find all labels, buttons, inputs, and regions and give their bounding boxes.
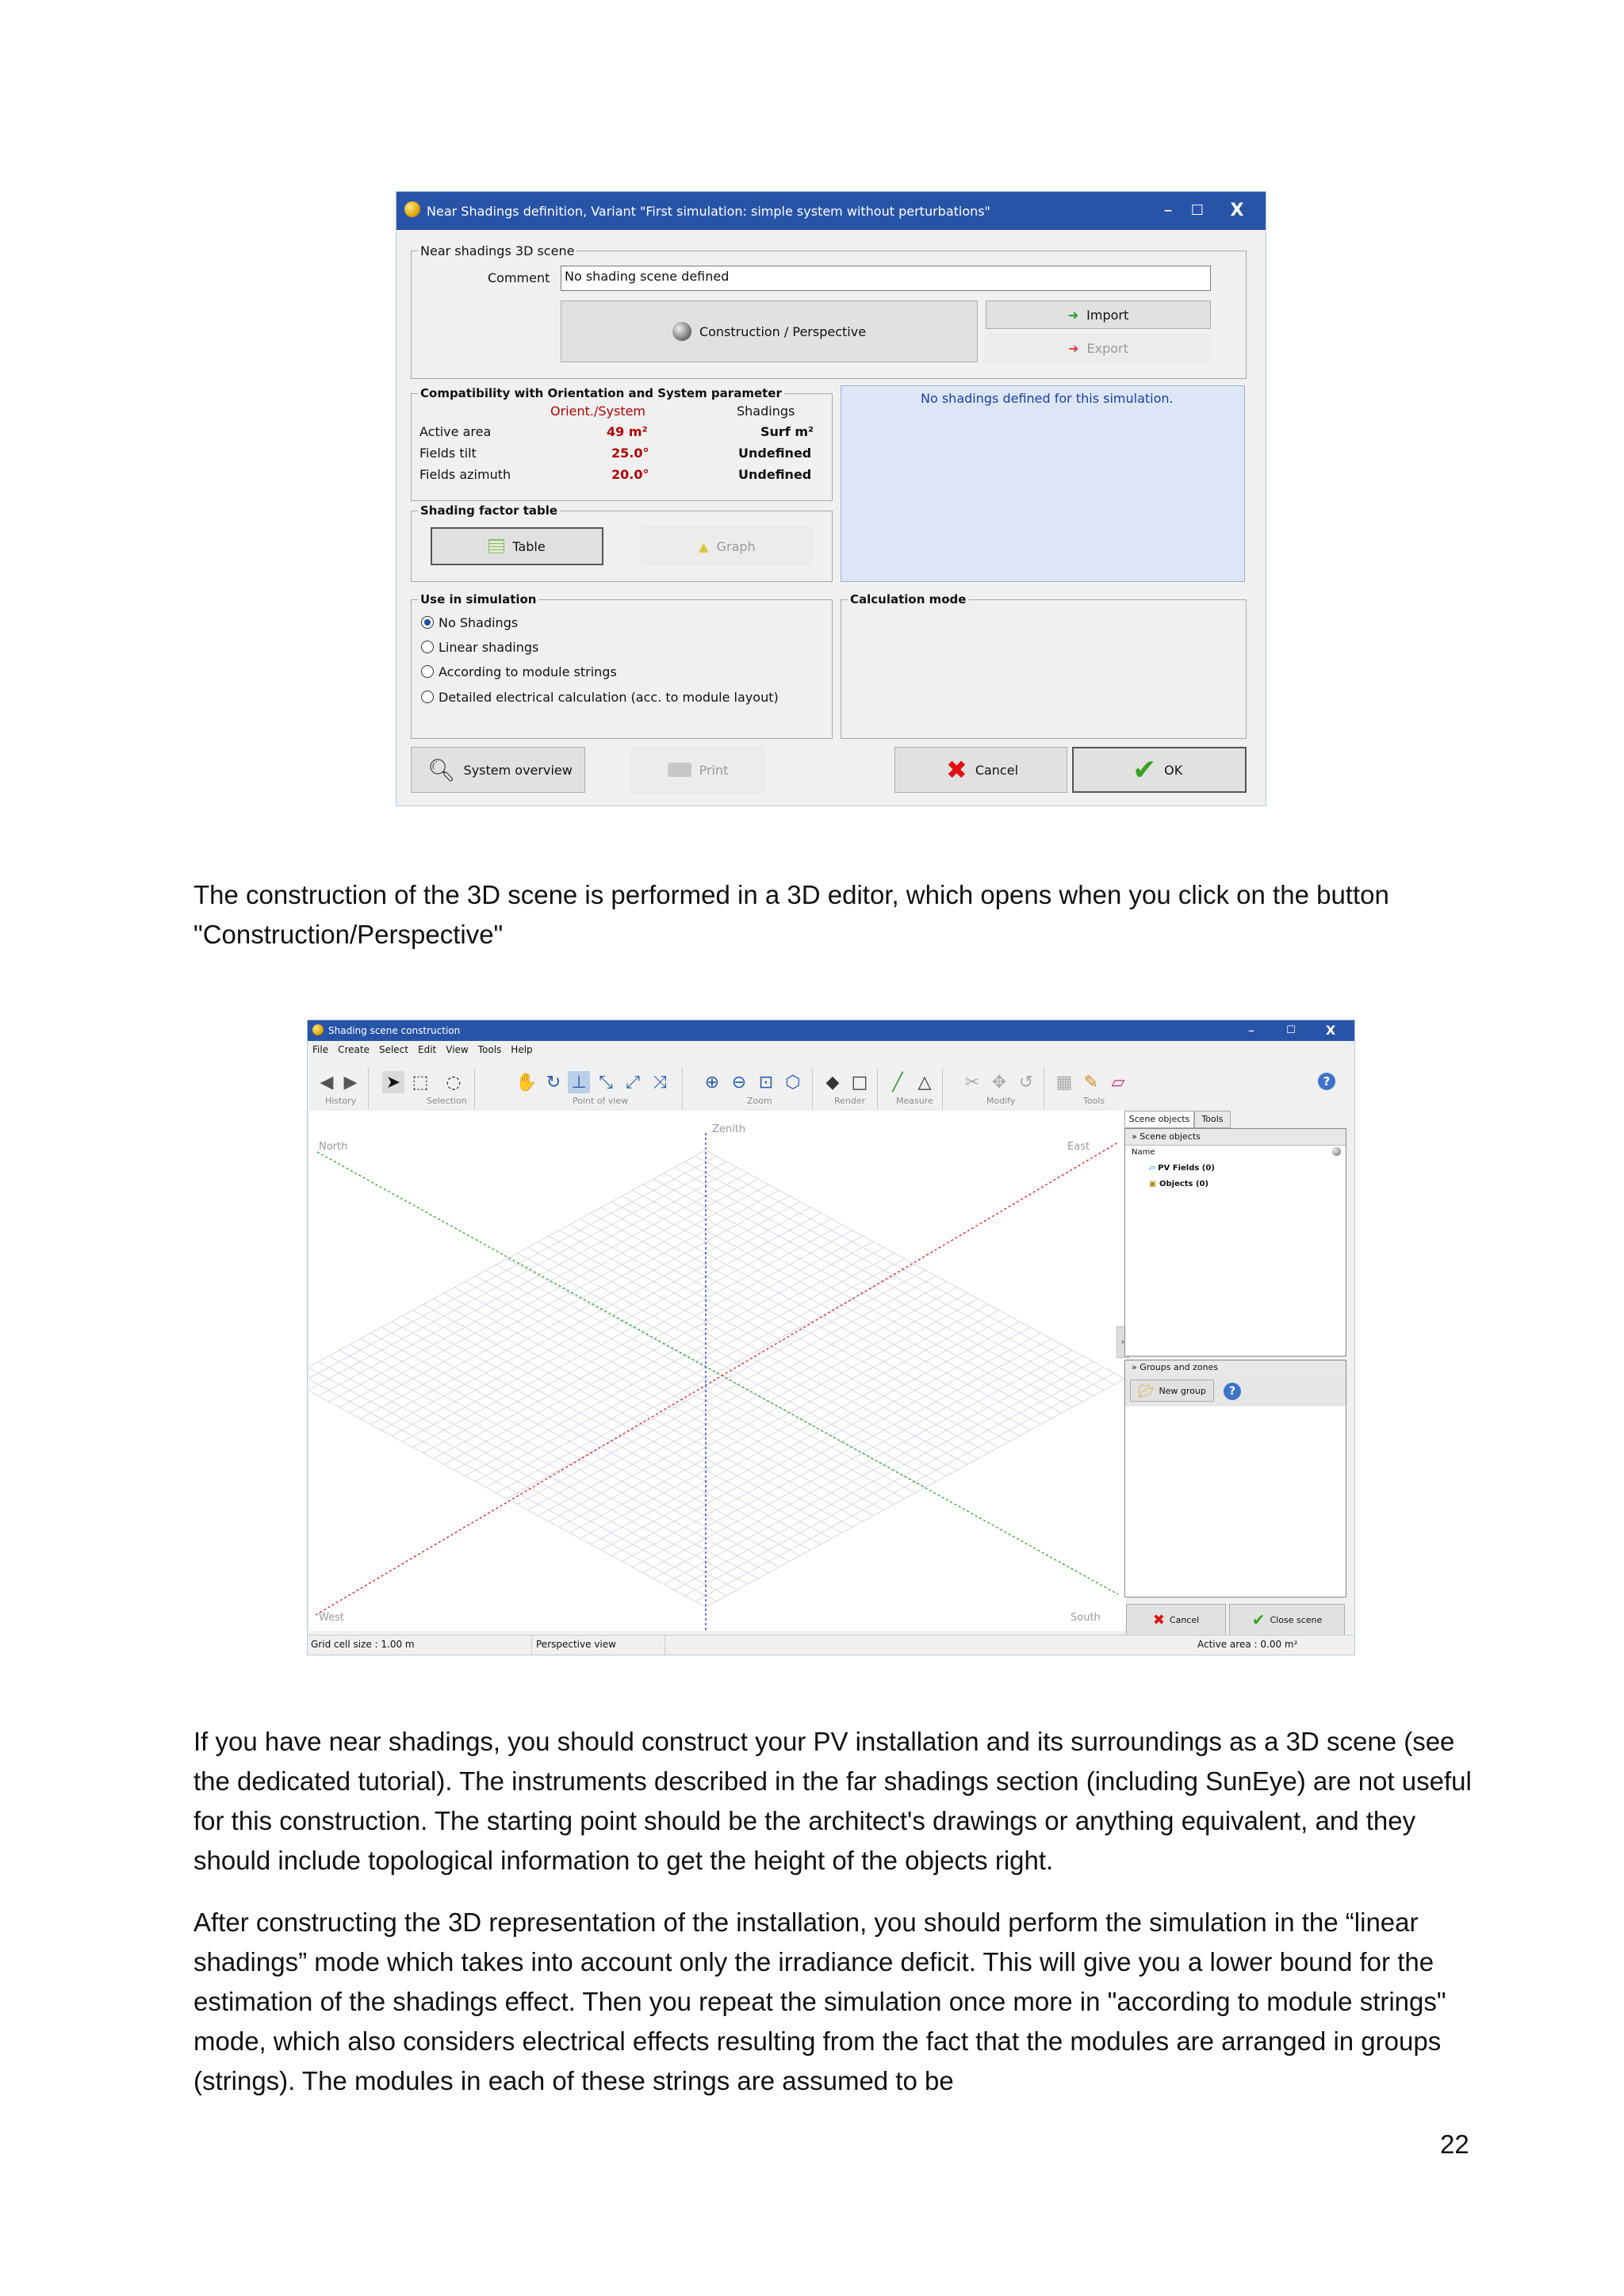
render-solid-icon[interactable]: ◆ — [825, 1072, 840, 1093]
maximize-button[interactable]: ☐ — [1190, 202, 1205, 219]
info-message: No shadings defined for this simulation. — [921, 391, 1174, 406]
toolbar-separator — [474, 1068, 475, 1109]
printer-icon — [668, 763, 691, 777]
calculation-mode-group — [841, 592, 1247, 739]
objects-label: Objects (0) — [1159, 1180, 1209, 1188]
body-paragraph-2 — [193, 1722, 1478, 1881]
window2-title: Shading scene construction — [328, 1025, 461, 1036]
east-label: East — [1067, 1141, 1090, 1153]
north-south-axis — [317, 1152, 1118, 1594]
grid-icon[interactable]: ▦ — [1055, 1072, 1073, 1093]
pv-field-icon: ▱ — [1149, 1164, 1155, 1173]
radio-module-strings[interactable] — [421, 665, 434, 678]
construction-perspective-label: Construction / Perspective — [699, 323, 867, 339]
import-label: Import — [1086, 307, 1129, 323]
zoom-window-icon[interactable]: ⊡ — [758, 1072, 774, 1093]
cancel-button[interactable] — [894, 747, 1067, 793]
menu-file[interactable]: File — [312, 1044, 329, 1055]
import-arrow-icon: ➜ — [1067, 307, 1079, 323]
dialog-title-bar[interactable] — [396, 192, 1266, 230]
close-button[interactable]: X — [1230, 201, 1244, 220]
menu-create[interactable]: Create — [338, 1044, 370, 1055]
near-shadings-dialog — [396, 192, 1266, 806]
row-fields-tilt-orient: 25.0° — [611, 446, 649, 461]
menu-help[interactable]: Help — [511, 1044, 533, 1055]
groups-and-zones-panel — [1124, 1360, 1346, 1598]
folder-icon: 📂︎ — [1138, 1383, 1155, 1399]
sphere-icon — [672, 322, 691, 341]
zenith-label: Zenith — [712, 1123, 746, 1135]
close-button-2[interactable]: X — [1325, 1023, 1336, 1038]
west-label: West — [319, 1612, 344, 1624]
menu-view[interactable]: View — [446, 1044, 469, 1055]
status-divider — [531, 1636, 532, 1655]
red-x-icon: ✖ — [946, 755, 967, 785]
radio-linear-shadings[interactable] — [421, 641, 434, 653]
use-in-simulation-label: Use in simulation — [418, 592, 538, 607]
active-area-status: Active area : 0.00 m² — [1197, 1639, 1298, 1650]
dialog-title: Near Shadings definition, Variant "First simulation: simple system without perturbations" — [427, 204, 990, 219]
3d-viewport[interactable] — [309, 1111, 1126, 1631]
ok-button[interactable] — [1072, 747, 1247, 793]
rect-select-icon[interactable]: ⬚ — [412, 1072, 429, 1093]
undo-arrow-icon[interactable]: ◀ — [320, 1072, 334, 1093]
toolbar-separator — [682, 1068, 683, 1109]
redo-arrow-icon[interactable]: ▶ — [343, 1072, 358, 1093]
app-icon-2 — [312, 1024, 324, 1035]
new-group-label: New group — [1159, 1385, 1206, 1396]
measure-line-icon[interactable]: ╱ — [892, 1072, 903, 1093]
rotate-icon[interactable]: ↺ — [1018, 1072, 1034, 1093]
render-wire-icon[interactable]: □ — [851, 1072, 868, 1093]
point-of-view-label: Point of view — [573, 1096, 629, 1106]
scene-group — [411, 243, 1247, 379]
toolbar-separator — [368, 1068, 369, 1109]
scene-objects-panel — [1124, 1128, 1346, 1357]
body-paragraph-3 — [193, 1903, 1478, 2101]
row-active-area-shadings: Surf m² — [760, 424, 814, 439]
render-label: Render — [834, 1096, 866, 1106]
comment-label: Comment — [488, 270, 550, 285]
help-icon[interactable]: ? — [1318, 1073, 1335, 1090]
radio-module-strings-label: According to module strings — [439, 664, 617, 679]
shading-table-group — [411, 503, 833, 582]
groups-header-label: Groups and zones — [1139, 1362, 1219, 1372]
zoom-in-icon[interactable]: ⊕ — [704, 1072, 720, 1093]
app-icon — [404, 201, 420, 217]
move-icon[interactable]: ✥ — [991, 1072, 1007, 1093]
system-overview-button[interactable] — [411, 747, 585, 793]
menu-select[interactable]: Select — [378, 1044, 408, 1055]
body-paragraph-1 — [193, 875, 1478, 955]
grid-line — [309, 1150, 706, 1379]
shading-table-group-label: Shading factor table — [418, 503, 560, 518]
pencil-icon[interactable]: ✎ — [1083, 1072, 1099, 1093]
import-button[interactable] — [986, 300, 1211, 329]
close-scene-button[interactable] — [1229, 1604, 1345, 1636]
selection-label: Selection — [427, 1096, 467, 1106]
row-fields-tilt-label: Fields tilt — [419, 446, 477, 461]
pv-fields-label: PV Fields (0) — [1158, 1164, 1215, 1173]
hand-pan-icon[interactable]: ✋ — [515, 1072, 538, 1093]
ok-label: OK — [1164, 762, 1183, 778]
toolbar-separator — [812, 1068, 813, 1109]
graph-icon: ▲ — [699, 538, 709, 554]
minimize-button-2[interactable]: – — [1248, 1023, 1254, 1038]
measure-angle-icon[interactable]: △ — [917, 1072, 932, 1093]
cancel-scene-label: Cancel — [1169, 1614, 1200, 1625]
row-fields-tilt-shadings: Undefined — [738, 446, 812, 461]
north-label: North — [319, 1141, 348, 1153]
zoom-fit-icon[interactable]: ⬡ — [785, 1072, 801, 1093]
rotate-z-icon[interactable]: ⤨ — [653, 1072, 667, 1093]
scene-group-label: Near shadings 3D scene — [418, 243, 576, 258]
radio-no-shadings-label: No Shadings — [439, 615, 519, 630]
table-grid-icon — [488, 539, 504, 553]
magnifier-icon: 🔍︎ — [427, 756, 456, 783]
grid-line — [309, 1379, 706, 1607]
zoom-label: Zoom — [747, 1096, 772, 1106]
close-scene-label: Close scene — [1270, 1614, 1323, 1625]
menu-bar — [312, 1044, 533, 1055]
view-mode-status: Perspective view — [536, 1639, 616, 1650]
status-bar — [308, 1635, 1354, 1655]
maximize-button-2[interactable]: ☐ — [1286, 1024, 1296, 1036]
paragraph-3-text: After constructing the 3D representation of the installation, you should perform the simulation in the “linear shadings” mode which takes into account only the irradiance deficit. This will give you a lower bound for the estimation of the shadings effect. Then you repeat the simulation once more in "according to module strings" mode, which also considers electrical effects resulting from the fact that the modules are arranged in groups (strings). The modules in each of these strings are assumed to be — [193, 1908, 1446, 2095]
sphere-icon — [1332, 1147, 1341, 1156]
page-number: 22 — [1440, 2130, 1469, 2159]
shading-scene-construction-window — [308, 1020, 1354, 1655]
construction-perspective-button[interactable] — [561, 300, 978, 362]
modify-icon[interactable]: ✂ — [964, 1072, 980, 1093]
viewport-grid — [309, 1111, 1126, 1631]
info-panel — [841, 385, 1245, 582]
paragraph-2-text: If you have near shadings, you should construct your PV installation and its surroundings as a 3D scene (see the dedicated tutorial). The instruments described in the far shadings section (including SunEye) are not useful for this construction. The starting point should be the architect's drawings or anything equivalent, and they should include topological information to get the height of the objects right. — [193, 1727, 1472, 1875]
comment-input[interactable]: No shading scene defined — [561, 266, 1211, 291]
objects-icon: ▣ — [1149, 1180, 1157, 1188]
green-check-icon: ✔ — [1251, 1610, 1266, 1629]
scene-objects-header-label: Scene objects — [1139, 1131, 1201, 1142]
history-label: History — [325, 1096, 357, 1106]
red-x-icon: ✖ — [1152, 1611, 1165, 1628]
collapse-chevron-icon: » — [1132, 1131, 1137, 1142]
grid-line — [309, 1156, 716, 1384]
export-label: Export — [1086, 340, 1128, 356]
toolbar-separator — [942, 1068, 943, 1109]
export-arrow-icon: ➜ — [1068, 340, 1079, 356]
table-button[interactable] — [431, 527, 603, 565]
tab-tools[interactable]: Tools — [1194, 1111, 1231, 1128]
row-active-area-orient: 49 m² — [607, 424, 648, 439]
tools-label: Tools — [1083, 1096, 1105, 1106]
collapse-chevron-icon: » — [1132, 1362, 1137, 1372]
row-active-area-label: Active area — [419, 424, 492, 439]
print-label: Print — [699, 762, 729, 778]
graph-label: Graph — [716, 538, 756, 554]
print-button[interactable] — [631, 747, 764, 793]
paragraph-1-text: The construction of the 3D scene is performed in a 3D editor, which opens when you click on the button "Construction/Perspective" — [193, 880, 1389, 949]
cancel-label: Cancel — [975, 762, 1019, 778]
south-label: South — [1071, 1612, 1101, 1624]
new-group-button[interactable] — [1130, 1380, 1214, 1402]
modify-label: Modify — [986, 1096, 1016, 1106]
tree-item-objects[interactable] — [1149, 1180, 1208, 1188]
panel-icon[interactable]: ▱ — [1111, 1072, 1125, 1093]
col-shadings-header: Shadings — [737, 404, 795, 419]
radio-linear-shadings-label: Linear shadings — [439, 640, 539, 655]
groups-header[interactable] — [1125, 1360, 1346, 1376]
measure-label: Measure — [896, 1096, 933, 1106]
help-icon[interactable]: ? — [1224, 1383, 1241, 1400]
compatibility-group-label: Compatibility with Orientation and System parameter — [418, 386, 784, 400]
window2-title-bar[interactable] — [308, 1020, 1354, 1041]
scene-objects-header[interactable] — [1125, 1129, 1346, 1146]
grid-cell-size-status: Grid cell size : 1.00 m — [311, 1639, 415, 1650]
name-column-header: Name — [1132, 1148, 1155, 1157]
collapse-panel-handle[interactable]: › — [1116, 1326, 1129, 1358]
menu-tools[interactable]: Tools — [477, 1044, 502, 1055]
tree-item-pv-fields[interactable] — [1149, 1164, 1215, 1173]
minimize-button[interactable]: – — [1163, 201, 1173, 220]
col-orient-header: Orient./System — [550, 404, 646, 419]
orbit-icon[interactable]: ↻ — [546, 1072, 561, 1093]
calculation-mode-label: Calculation mode — [848, 592, 968, 607]
rotate-x-icon[interactable]: ⤡ — [599, 1072, 613, 1093]
green-check-icon: ✔ — [1132, 753, 1157, 786]
table-label: Table — [512, 538, 546, 554]
pointer-icon[interactable]: ➤ — [382, 1071, 404, 1093]
radio-detailed-electrical-label: Detailed electrical calculation (acc. to module layout) — [439, 690, 779, 705]
compatibility-group — [411, 386, 833, 501]
cancel-scene-button[interactable] — [1126, 1604, 1226, 1636]
rotate-y-icon[interactable]: ⤢ — [626, 1072, 640, 1093]
system-overview-label: System overview — [463, 762, 573, 778]
radio-no-shadings[interactable] — [421, 616, 434, 629]
row-fields-azimuth-shadings: Undefined — [738, 467, 812, 482]
toolbar-separator — [877, 1068, 878, 1109]
use-in-simulation-group — [411, 592, 833, 739]
radio-detailed-electrical[interactable] — [421, 691, 434, 703]
graph-button[interactable] — [642, 527, 813, 565]
lasso-select-icon[interactable]: ◌ — [446, 1072, 462, 1093]
row-fields-azimuth-label: Fields azimuth — [419, 467, 511, 482]
menu-edit[interactable]: Edit — [418, 1044, 437, 1055]
tab-scene-objects[interactable]: Scene objects — [1124, 1111, 1194, 1128]
grid-line — [309, 1373, 716, 1601]
export-button[interactable] — [986, 334, 1211, 362]
axis-view-icon[interactable]: ⊥ — [568, 1071, 590, 1093]
zoom-out-icon[interactable]: ⊖ — [731, 1072, 747, 1093]
row-fields-azimuth-orient: 20.0° — [611, 467, 649, 482]
